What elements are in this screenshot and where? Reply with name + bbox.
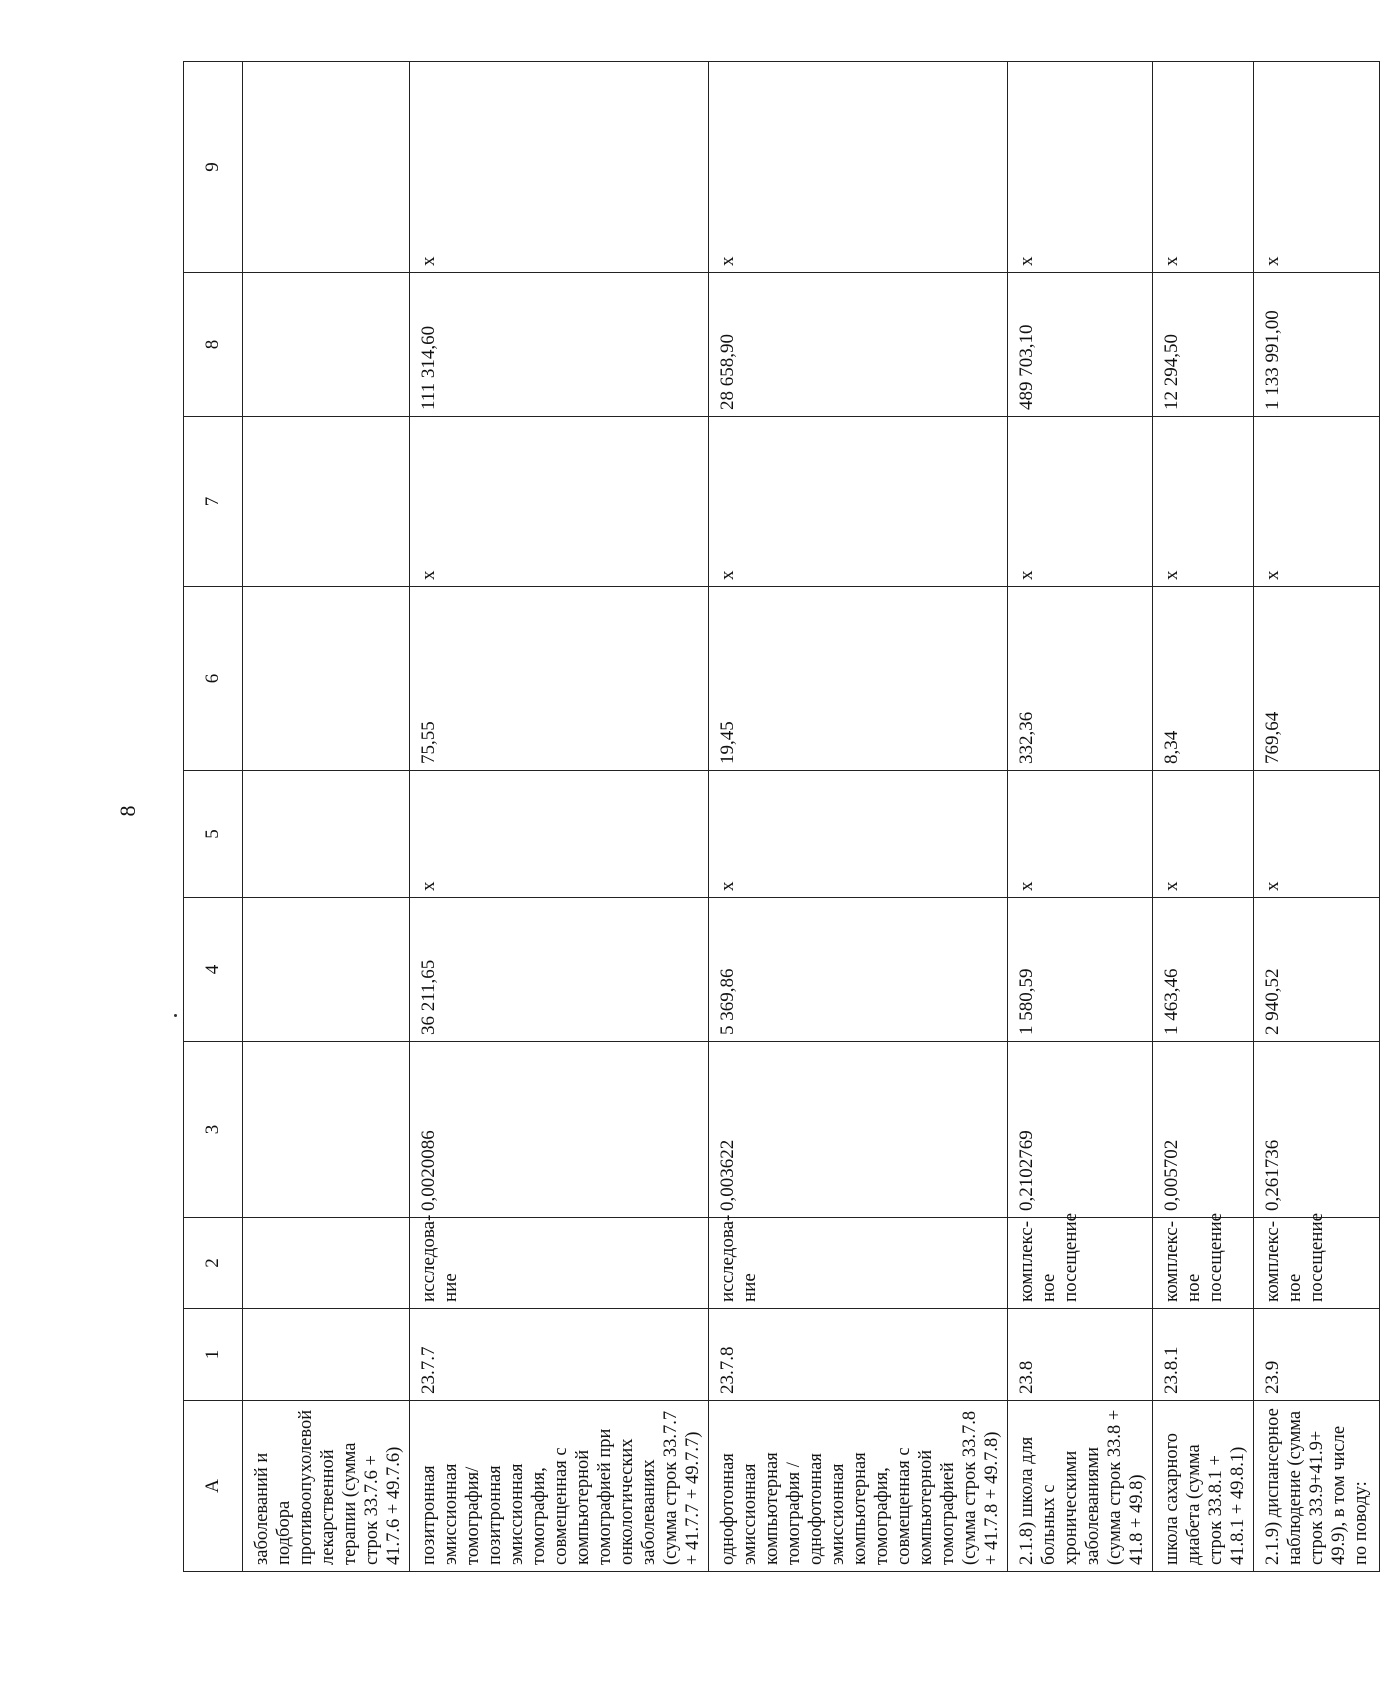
row-col-8: 12 294,50 (1153, 273, 1254, 417)
table-row (243, 62, 410, 1572)
row-name: школа сахарного диабета (сумма строк 33.8.1 + 41.8.1 + 49.8.1) (1153, 1401, 1254, 1572)
row-col-5: х (1153, 771, 1254, 898)
row-name: заболеваний и подбора противоопухолевой лекарственной терапии (сумма строк 33.7.6 + 41.7.6 + 49.7.6) (243, 1401, 410, 1572)
table-row (1008, 62, 1153, 1572)
row-col-9: х (1254, 62, 1380, 273)
header-cell-a: A (184, 1401, 243, 1572)
row-col-5 (243, 771, 410, 898)
row-col-9 (243, 62, 410, 273)
row-name: 2.1.8) школа для больных с хроническими заболеваниями (сумма строк 33.8 + 41.8 + 49.8) (1008, 1401, 1153, 1572)
row-col-6: 19,45 (709, 587, 1008, 771)
row-col-7: х (1008, 417, 1153, 587)
row-col-3: 0,005702 (1153, 1042, 1254, 1218)
row-col-4: 2 940,52 (1254, 898, 1380, 1042)
row-col-9: х (1008, 62, 1153, 273)
row-col-6: 332,36 (1008, 587, 1153, 771)
header-cell-7: 7 (184, 417, 243, 587)
header-row (184, 62, 243, 1572)
row-code: 23.9 (1254, 1309, 1380, 1401)
row-col-8: 1 133 991,00 (1254, 273, 1380, 417)
row-col-4: 1 580,59 (1008, 898, 1153, 1042)
row-col-6 (243, 587, 410, 771)
header-cell-5: 5 (184, 771, 243, 898)
row-name: однофотонная эмиссионная компьютерная томография / однофотонная эмиссионная компьютерная томография, совмещенная с компьютерной томографией (сумма строк 33.7.8 + 41.7.8 + 49.7.8) (709, 1401, 1008, 1572)
row-col-5: х (1008, 771, 1153, 898)
table-row (410, 62, 709, 1572)
header-cell-4: 4 (184, 898, 243, 1042)
row-col-6: 769,64 (1254, 587, 1380, 771)
table-row (1153, 62, 1254, 1572)
row-col-8: 28 658,90 (709, 273, 1008, 417)
row-col-3: 0,2102769 (1008, 1042, 1153, 1218)
row-col-6: 75,55 (410, 587, 709, 771)
row-name: 2.1.9) диспансерное наблюдение (сумма строк 33.9+41.9+ 49.9), в том числе по поводу: (1254, 1401, 1380, 1572)
row-unit: комплекс-ное посещение (1153, 1218, 1254, 1309)
row-col-4 (243, 898, 410, 1042)
row-name: позитронная эмиссионная томография/позитронная эмиссионная томография, совмещенная с компьютерной томографией при онкологических заболеваниях (сумма строк 33.7.7 + 41.7.7 + 49.7.7) (410, 1401, 709, 1572)
row-col-9: х (410, 62, 709, 273)
tariff-table (183, 61, 1380, 1572)
scan-speck (174, 1014, 177, 1017)
row-unit: исследова-ние (410, 1218, 709, 1309)
row-col-6: 8,34 (1153, 587, 1254, 771)
header-cell-8: 8 (184, 273, 243, 417)
row-col-8: 489 703,10 (1008, 273, 1153, 417)
table-row (1254, 62, 1380, 1572)
row-col-4: 5 369,86 (709, 898, 1008, 1042)
row-code: 23.8 (1008, 1309, 1153, 1401)
row-col-9: х (709, 62, 1008, 273)
row-col-9: х (1153, 62, 1254, 273)
row-col-4: 1 463,46 (1153, 898, 1254, 1042)
row-unit: комплекс-ное посещение (1254, 1218, 1380, 1309)
table-row (709, 62, 1008, 1572)
row-col-7: х (410, 417, 709, 587)
header-cell-3: 3 (184, 1042, 243, 1218)
row-code: 23.7.8 (709, 1309, 1008, 1401)
row-code: 23.7.7 (410, 1309, 709, 1401)
row-col-5: х (1254, 771, 1380, 898)
row-col-7 (243, 417, 410, 587)
row-col-7: х (1254, 417, 1380, 587)
row-code: 23.8.1 (1153, 1309, 1254, 1401)
row-col-4: 36 211,65 (410, 898, 709, 1042)
row-col-3: 0,0020086 (410, 1042, 709, 1218)
row-col-5: х (709, 771, 1008, 898)
header-cell-6: 6 (184, 587, 243, 771)
rotated-table-frame (183, 62, 1371, 1572)
row-col-7: х (1153, 417, 1254, 587)
row-col-3 (243, 1042, 410, 1218)
row-code (243, 1309, 410, 1401)
row-col-3: 0,003622 (709, 1042, 1008, 1218)
header-cell-1: 1 (184, 1309, 243, 1401)
row-col-5: х (410, 771, 709, 898)
row-col-3: 0,261736 (1254, 1042, 1380, 1218)
row-col-8: 111 314,60 (410, 273, 709, 417)
row-unit: комплекс-ное посещение (1008, 1218, 1153, 1309)
page-number: 8 (115, 805, 140, 817)
row-unit (243, 1218, 410, 1309)
row-col-7: х (709, 417, 1008, 587)
header-cell-2: 2 (184, 1218, 243, 1309)
header-cell-9: 9 (184, 62, 243, 273)
row-col-8 (243, 273, 410, 417)
row-unit: исследова-ние (709, 1218, 1008, 1309)
table-container (183, 62, 1371, 1572)
